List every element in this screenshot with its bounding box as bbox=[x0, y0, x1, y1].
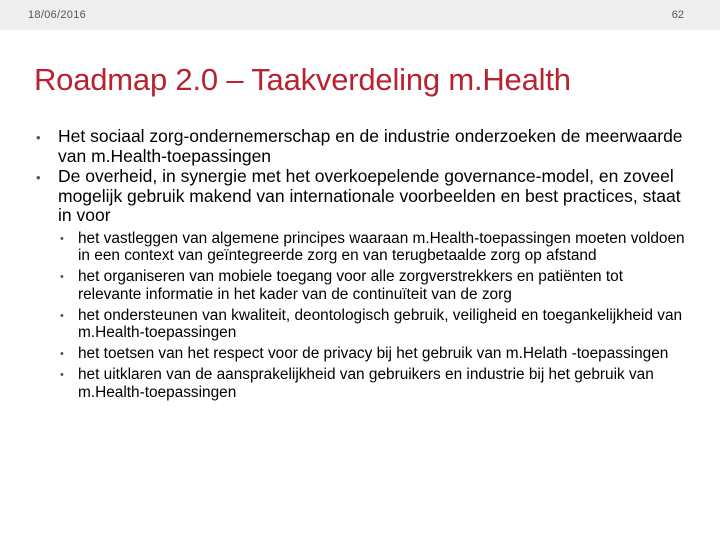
bullet-icon: • bbox=[36, 170, 41, 185]
bullet-text: Het sociaal zorg-ondernemerschap en de industrie onderzoeken de meerwaarde van m.Health-toepassingen bbox=[58, 126, 683, 166]
bullet-icon: • bbox=[60, 369, 64, 382]
bullet-icon: • bbox=[60, 348, 64, 361]
slide-date: 18/06/2016 bbox=[28, 9, 87, 21]
slide-body bbox=[36, 127, 686, 405]
sub-bullet-list bbox=[60, 230, 686, 402]
bullet-item bbox=[36, 127, 686, 166]
bullet-icon: • bbox=[60, 271, 64, 284]
sub-bullet-item bbox=[60, 268, 686, 304]
bullet-icon: • bbox=[36, 130, 41, 145]
bullet-icon: • bbox=[60, 232, 64, 245]
sub-bullet-text: het uitklaren van de aansprakelijkheid van gebruikers en industrie bij het gebruik van m.Health-toepassingen bbox=[78, 366, 654, 401]
bullet-text: De overheid, in synergie met het overkoepelende governance-model, en zoveel mogelijk gebruik makend van internationale voorbeelden en best practices, staat in voor bbox=[58, 166, 681, 225]
bullet-item bbox=[36, 167, 686, 226]
header-bar bbox=[0, 0, 720, 30]
sub-bullet-item bbox=[60, 230, 686, 266]
slide-title: Roadmap 2.0 – Taakverdeling m.Health bbox=[34, 62, 571, 97]
sub-bullet-item bbox=[60, 307, 686, 343]
sub-bullet-text: het vastleggen van algemene principes waaraan m.Health-toepassingen moeten voldoen in een context van geïntegreerde zorg en van terugbetaalde zorg op afstand bbox=[78, 229, 685, 265]
sub-bullet-item bbox=[60, 366, 686, 402]
bullet-icon: • bbox=[60, 309, 64, 322]
sub-bullet-text: het toetsen van het respect voor de privacy bij het gebruik van m.Helath -toepassingen bbox=[78, 345, 669, 363]
sub-bullet-text: het organiseren van mobiele toegang voor alle zorgverstrekkers en patiënten tot relevante informatie in het kader van de continuïteit van de zorg bbox=[78, 268, 623, 303]
slide-page-number: 62 bbox=[671, 9, 684, 21]
sub-bullet-item bbox=[60, 345, 686, 363]
sub-bullet-text: het ondersteunen van kwaliteit, deontologisch gebruik, veiligheid en toegankelijkheid van m.Health-toepassingen bbox=[78, 306, 683, 342]
